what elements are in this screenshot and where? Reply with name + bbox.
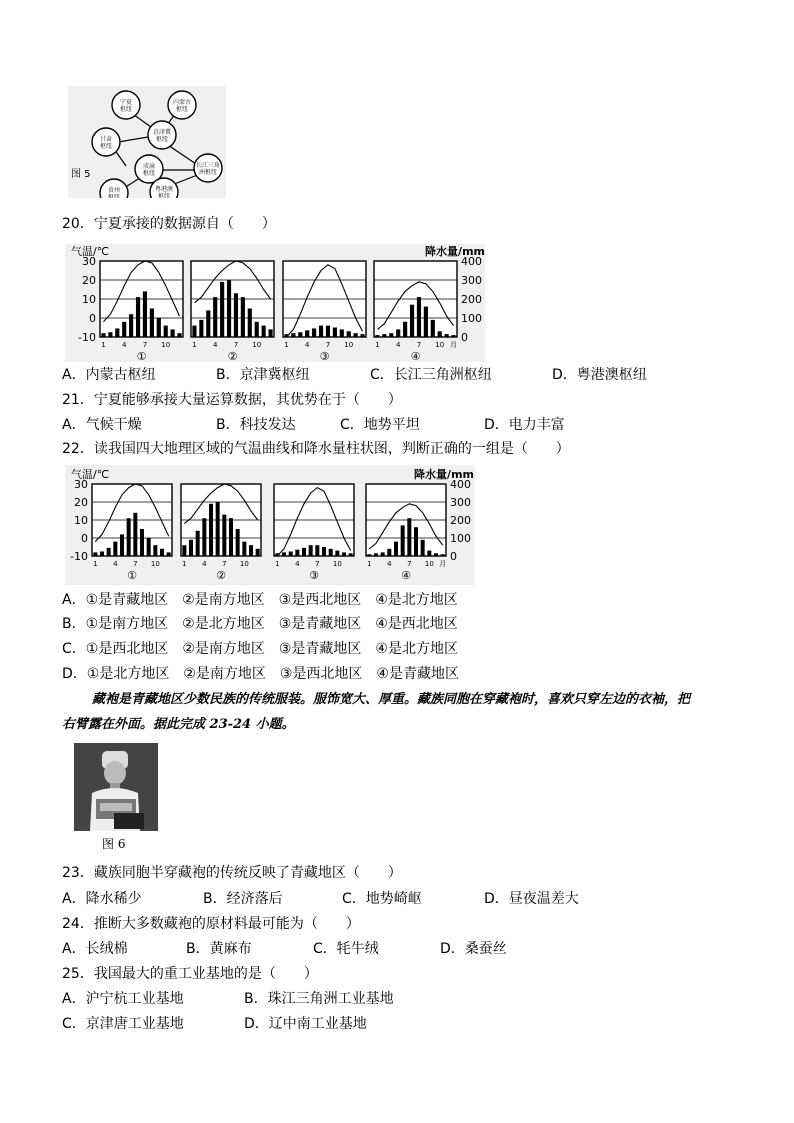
precip-bar-month-9 — [236, 529, 240, 556]
panel-label: ① — [136, 350, 147, 362]
climate-panel-3 — [283, 261, 366, 362]
precip-bar-month-3 — [107, 548, 111, 556]
temp-tick-label: 30 — [74, 478, 88, 491]
precip-bar-month-5 — [403, 322, 407, 337]
climate-panel-4 — [366, 484, 446, 582]
precip-bar-month-10 — [153, 545, 157, 556]
q24-stem: 24．推断大多数藏袍的原材料最可能为（ ） — [62, 916, 360, 932]
figure-6-caption: 图 6 — [102, 837, 126, 851]
q25-stem: 25．我国最大的重工业基地的是（ ） — [62, 966, 318, 982]
precip-bar-month-6 — [136, 297, 140, 337]
temp-tick-label: 20 — [82, 274, 96, 287]
q22-option-c[interactable]: C．①是西北地区 ②是南方地区 ③是青藏地区 ④是北方地区 — [62, 641, 458, 657]
q22-option-d[interactable]: D．①是北方地区 ②是南方地区 ③是西北地区 ④是青藏地区 — [62, 666, 459, 682]
q22-option-b[interactable]: B．①是南方地区 ②是北方地区 ③是青藏地区 ④是西北地区 — [62, 616, 458, 632]
precip-bar-month-10 — [438, 331, 442, 337]
month-tick-label: 10 — [344, 341, 354, 349]
month-tick-label: 10 — [424, 560, 434, 568]
precip-bar-month-4 — [305, 330, 309, 337]
hub-label-gansu: 甘肃 — [99, 136, 113, 143]
y-axis-label-precipitation: 降水量/mm — [425, 245, 485, 258]
precip-bar-month-5 — [302, 548, 306, 556]
climate-chart-2 — [65, 465, 475, 585]
q21-option-a[interactable]: A．气候干燥 — [62, 417, 142, 433]
q23-option-b[interactable]: B．经济落后 — [203, 891, 283, 907]
precip-bar-month-7 — [417, 297, 421, 337]
precip-bar-month-9 — [340, 329, 344, 337]
q21-option-d[interactable]: D．电力丰富 — [484, 417, 565, 433]
panel-label: ① — [127, 569, 137, 582]
q20-option-b[interactable]: B．京津冀枢纽 — [216, 367, 310, 383]
passage-line-2: 右臂露在外面。据此完成 23-24 小题。 — [62, 717, 295, 732]
temp-tick-label: 30 — [82, 255, 96, 268]
precip-bar-month-7 — [407, 518, 411, 556]
precip-bar-month-7 — [222, 515, 226, 556]
precip-bar-month-3 — [196, 531, 200, 556]
q20-option-d[interactable]: D．粤港澳枢纽 — [552, 367, 647, 383]
precip-bar-month-12 — [167, 552, 171, 556]
precip-bar-month-11 — [249, 545, 253, 556]
precip-bar-month-4 — [202, 518, 206, 556]
temp-tick-label: -10 — [70, 550, 88, 563]
precip-bar-month-2 — [382, 334, 386, 337]
precip-tick-label: 400 — [450, 478, 471, 491]
precip-bar-month-6 — [401, 525, 405, 556]
precip-bar-month-4 — [213, 297, 217, 337]
climate-chart-2-svg — [65, 465, 475, 585]
precip-bar-month-1 — [367, 554, 371, 556]
precip-bar-month-11 — [445, 334, 449, 337]
passage-line-1: 藏袍是青藏地区少数民族的传统服装。服饰宽大、厚重。藏族同胞在穿藏袍时，喜欢只穿左边的衣袖，把 — [92, 692, 691, 707]
precip-bar-month-9 — [147, 538, 151, 556]
precip-bar-month-1 — [93, 552, 97, 556]
q22-stem: 22．读我国四大地理区域的气温曲线和降水量柱状图，判断正确的一组是（ ） — [62, 441, 570, 457]
hub-label-guizhou: 枢纽 — [107, 194, 121, 198]
precip-bar-month-3 — [381, 552, 385, 556]
q23-option-d[interactable]: D．昼夜温差大 — [484, 891, 579, 907]
month-tick-label: 4 — [113, 560, 118, 568]
precip-bar-month-11 — [160, 549, 164, 556]
precip-bar-month-11 — [354, 333, 358, 337]
month-tick-label: 7 — [142, 341, 148, 349]
month-tick-label: 7 — [133, 560, 138, 568]
temp-tick-label: -10 — [78, 331, 96, 344]
month-tick-label: 4 — [212, 341, 218, 349]
y-axis-label-temperature: 气温/℃ — [71, 245, 110, 258]
month-tick-label: 4 — [295, 560, 300, 568]
precip-bar-month-10 — [335, 551, 339, 556]
panel-label: ③ — [309, 569, 319, 582]
precip-bar-month-12 — [349, 553, 353, 556]
precip-bar-month-2 — [108, 332, 112, 337]
precip-bar-month-8 — [229, 518, 233, 556]
precip-tick-label: 0 — [450, 550, 457, 563]
month-tick-label: 7 — [315, 560, 320, 568]
month-unit-label: 月 — [450, 341, 458, 349]
precip-bar-month-7 — [234, 293, 238, 337]
hub-label-jingjinji: 枢纽 — [155, 136, 169, 143]
panel-label: ④ — [401, 569, 411, 582]
precip-bar-month-8 — [414, 527, 418, 556]
panel-label: ③ — [319, 350, 330, 362]
figure-5-caption: 图 5 — [71, 169, 91, 180]
precip-bar-month-7 — [326, 326, 330, 337]
hub-label-changsanjiao: 洲枢纽 — [198, 169, 218, 176]
precip-tick-label: 200 — [450, 514, 471, 527]
figure-5-network — [68, 86, 226, 198]
precip-tick-label: 200 — [461, 293, 482, 306]
precip-bar-month-9 — [421, 540, 425, 556]
precip-bar-month-2 — [199, 320, 203, 337]
precip-tick-label: 100 — [450, 532, 471, 545]
precip-bar-month-12 — [177, 333, 181, 337]
panel-label: ② — [227, 350, 238, 362]
q24-option-d[interactable]: D．桑蚕丝 — [440, 941, 507, 957]
figure-6-photo — [74, 743, 158, 831]
precip-bar-month-5 — [120, 534, 124, 556]
hub-label-neimenggu: 内蒙古 — [172, 99, 192, 106]
hub-label-yuegangao: 粤港澳 — [154, 186, 174, 193]
precip-bar-month-2 — [189, 540, 193, 556]
precip-bar-month-2 — [374, 553, 378, 556]
hub-label-ningxia: 枢纽 — [119, 106, 133, 113]
month-tick-label: 10 — [161, 341, 171, 349]
precip-bar-month-12 — [441, 554, 445, 556]
precip-bar-month-10 — [347, 331, 351, 337]
climate-panel-4 — [374, 261, 457, 362]
precip-bar-month-3 — [389, 333, 393, 337]
q23-stem: 23．藏族同胞半穿藏袍的传统反映了青藏地区（ ） — [62, 865, 402, 881]
month-tick-label: 4 — [304, 341, 310, 349]
temp-tick-label: 0 — [81, 532, 88, 545]
precip-bar-month-12 — [360, 334, 364, 337]
hub-label-ningxia: 宁夏 — [119, 99, 133, 106]
climate-panel-2 — [191, 261, 274, 362]
precip-bar-month-8 — [150, 309, 154, 338]
precip-bar-month-7 — [315, 545, 319, 556]
precip-bar-month-8 — [333, 328, 337, 338]
precip-bar-month-12 — [268, 329, 272, 337]
month-tick-label: 1 — [284, 341, 289, 349]
hub-label-guizhou: 贵州 — [107, 187, 121, 194]
climate-chart-1 — [65, 244, 485, 362]
precip-bar-month-8 — [140, 529, 144, 556]
precip-bar-month-7 — [143, 291, 147, 337]
precip-bar-month-4 — [113, 542, 117, 556]
q21-option-c[interactable]: C．地势平坦 — [340, 417, 420, 433]
hub-label-yuegangao: 枢纽 — [157, 193, 171, 198]
month-tick-label: 7 — [233, 341, 239, 349]
precip-bar-month-2 — [282, 552, 286, 556]
climate-panel-2 — [181, 484, 261, 582]
precip-bar-month-3 — [289, 552, 293, 557]
month-tick-label: 10 — [332, 560, 342, 568]
precip-bar-month-8 — [424, 307, 428, 337]
climate-panel-3 — [274, 484, 354, 582]
month-tick-label: 10 — [435, 341, 445, 349]
month-tick-label: 4 — [121, 341, 127, 349]
month-tick-label: 10 — [239, 560, 249, 568]
precip-bar-month-6 — [309, 545, 313, 556]
month-tick-label: 1 — [275, 560, 280, 568]
precip-bar-month-5 — [394, 542, 398, 556]
month-tick-label: 7 — [325, 341, 331, 349]
hub-label-neimenggu: 枢纽 — [175, 106, 189, 113]
precip-bar-month-1 — [192, 326, 196, 337]
precip-tick-label: 300 — [450, 496, 471, 509]
q22-option-a[interactable]: A．①是青藏地区 ②是南方地区 ③是西北地区 ④是北方地区 — [62, 592, 458, 608]
month-tick-label: 10 — [252, 341, 262, 349]
q24-option-b[interactable]: B．黄麻布 — [186, 941, 252, 957]
precip-bar-month-3 — [115, 328, 119, 337]
precip-bar-month-12 — [256, 549, 260, 556]
month-unit-label: 月 — [439, 560, 447, 568]
precip-tick-label: 300 — [461, 274, 482, 287]
climate-chart-1-svg — [65, 244, 485, 362]
month-tick-label: 1 — [367, 560, 372, 568]
q23-option-a[interactable]: A．降水稀少 — [62, 891, 142, 907]
month-tick-label: 4 — [387, 560, 392, 568]
y-axis-label-temperature: 气温/℃ — [71, 468, 110, 481]
hub-label-jingjinji: 京津冀 — [152, 129, 172, 136]
hub-label-changsanjiao: 长江三角 — [195, 162, 221, 169]
precip-bar-month-5 — [129, 314, 133, 337]
month-tick-label: 1 — [182, 560, 187, 568]
q21-option-b[interactable]: B．科技发达 — [216, 417, 296, 433]
month-tick-label: 7 — [416, 341, 422, 349]
panel-label: ④ — [410, 350, 421, 362]
precip-bar-month-11 — [171, 329, 175, 337]
month-tick-label: 1 — [101, 341, 106, 349]
q20-option-a[interactable]: A．内蒙古枢纽 — [62, 367, 156, 383]
precip-bar-month-5 — [312, 328, 316, 337]
precip-tick-label: 0 — [461, 331, 468, 344]
precip-bar-month-2 — [291, 333, 295, 337]
q25-option-d[interactable]: D．辽中南工业基地 — [244, 1016, 367, 1032]
hub-label-chengyu: 成渝 — [142, 163, 156, 170]
precip-bar-month-5 — [209, 504, 213, 556]
month-tick-label: 1 — [192, 341, 197, 349]
precip-bar-month-9 — [157, 318, 161, 337]
precip-bar-month-9 — [329, 549, 333, 556]
temp-tick-label: 10 — [74, 514, 88, 527]
precip-bar-month-11 — [434, 553, 438, 556]
q20-option-c[interactable]: C．长江三角洲枢纽 — [370, 367, 492, 383]
precip-bar-month-8 — [322, 547, 326, 556]
precip-bar-month-10 — [164, 326, 168, 337]
q20-stem: 20．宁夏承接的数据源自（ ） — [62, 216, 276, 232]
q25-option-c[interactable]: C．京津唐工业基地 — [62, 1016, 184, 1032]
month-tick-label: 10 — [150, 560, 160, 568]
temp-tick-label: 0 — [89, 312, 96, 325]
hub-label-gansu: 枢纽 — [99, 143, 113, 150]
climate-panel-1 — [92, 484, 172, 582]
precip-tick-label: 100 — [461, 312, 482, 325]
precip-bar-month-3 — [206, 310, 210, 337]
precip-bar-month-12 — [451, 335, 455, 337]
month-tick-label: 4 — [395, 341, 401, 349]
precip-bar-month-2 — [100, 552, 104, 557]
q24-option-c[interactable]: C．牦牛绒 — [313, 941, 379, 957]
precip-bar-month-4 — [295, 550, 299, 556]
precip-bar-month-4 — [396, 329, 400, 337]
hub-label-chengyu: 枢纽 — [142, 170, 156, 177]
q24-option-a[interactable]: A．长绒棉 — [62, 941, 128, 957]
precip-bar-month-6 — [227, 280, 231, 337]
precip-bar-month-6 — [319, 326, 323, 337]
precip-bar-month-7 — [133, 513, 137, 556]
precip-bar-month-5 — [220, 282, 224, 337]
precip-bar-month-8 — [241, 297, 245, 337]
precip-bar-month-9 — [431, 320, 435, 337]
q21-stem: 21．宁夏能够承接大量运算数据，其优势在于（ ） — [62, 392, 402, 408]
month-tick-label: 4 — [202, 560, 207, 568]
q25-option-a[interactable]: A．沪宁杭工业基地 — [62, 991, 184, 1007]
temp-tick-label: 10 — [82, 293, 96, 306]
panel-label: ② — [216, 569, 226, 582]
month-tick-label: 7 — [222, 560, 227, 568]
month-tick-label: 7 — [407, 560, 412, 568]
month-tick-label: 1 — [93, 560, 98, 568]
precip-bar-month-11 — [262, 326, 266, 337]
q23-option-c[interactable]: C．地势崎岖 — [342, 891, 422, 907]
figure-5 — [68, 86, 226, 198]
precip-bar-month-6 — [127, 518, 131, 556]
q25-option-b[interactable]: B．珠江三角洲工业基地 — [244, 991, 394, 1007]
precip-bar-month-6 — [410, 305, 414, 337]
precip-bar-month-1 — [182, 545, 186, 556]
precip-bar-month-10 — [242, 542, 246, 556]
temp-tick-label: 20 — [74, 496, 88, 509]
tibetan-robe-person-image — [74, 743, 158, 831]
precip-bar-month-1 — [375, 335, 379, 337]
month-tick-label: 1 — [375, 341, 380, 349]
y-axis-label-precipitation: 降水量/mm — [414, 468, 474, 481]
precip-bar-month-11 — [342, 552, 346, 556]
climate-panel-1 — [100, 261, 183, 362]
precip-tick-label: 400 — [461, 255, 482, 268]
precip-bar-month-10 — [427, 551, 431, 556]
precip-bar-month-6 — [216, 502, 220, 556]
precip-bar-month-4 — [122, 322, 126, 337]
precip-bar-month-3 — [298, 332, 302, 337]
precip-bar-month-1 — [101, 333, 105, 337]
precip-bar-month-9 — [248, 309, 252, 338]
precip-bar-month-10 — [255, 322, 259, 337]
precip-bar-month-4 — [387, 549, 391, 556]
